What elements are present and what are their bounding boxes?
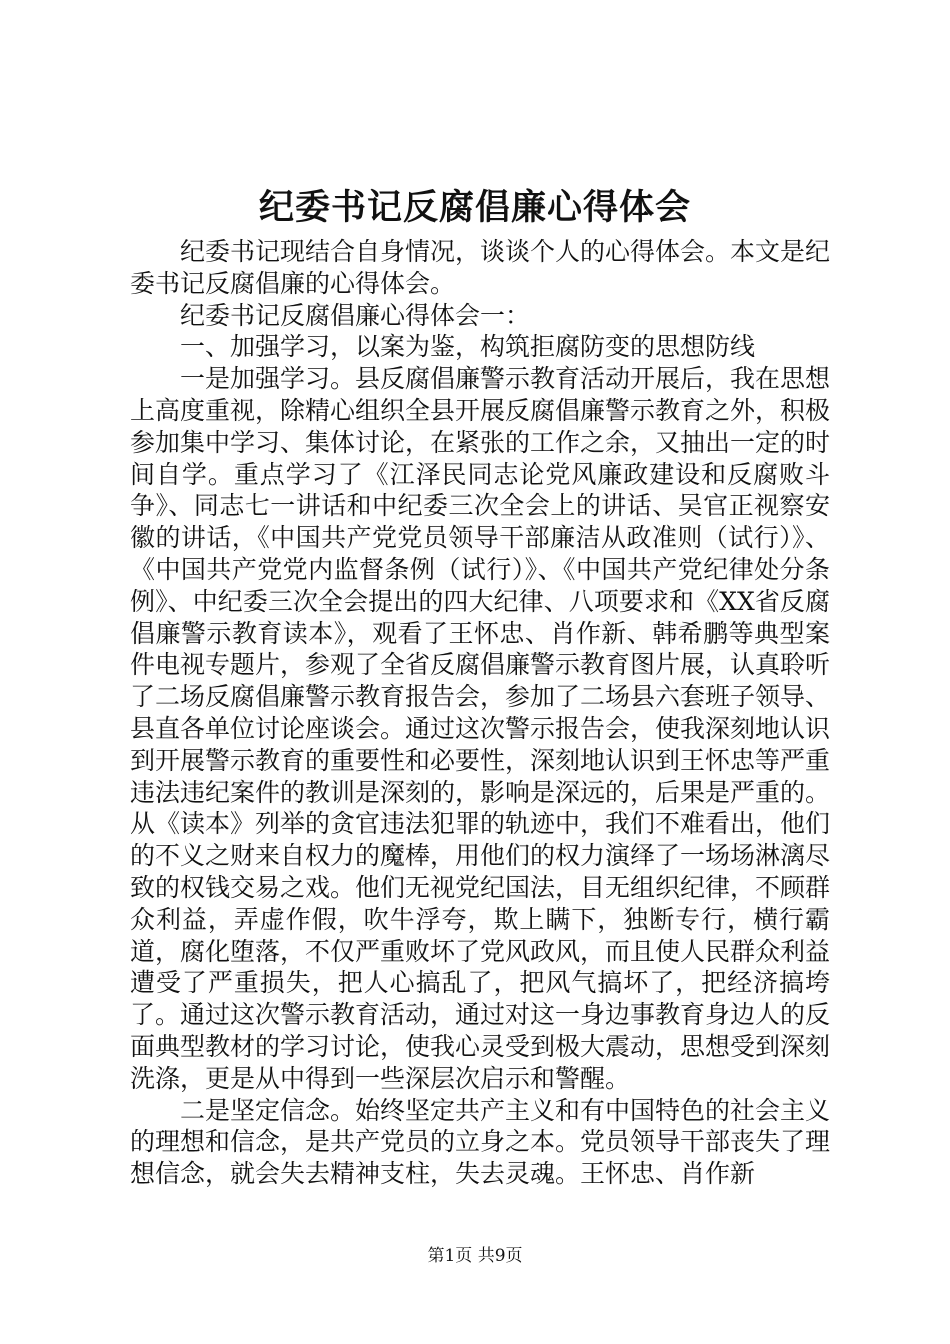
paragraph-subheading: 一、加强学习，以案为鉴，构筑拒腐防变的思想防线: [180, 332, 756, 362]
paragraph-intro: 纪委书记现结合自身情况，谈谈个人的心得体会。本文是纪委书记反腐倡廉的心得体会。: [130, 237, 831, 298]
paragraph-belief: 二是坚定信念。始终坚定共产主义和有中国特色的社会主义的理想和信念，是共产党员的立身之本。党员领导干部丧失了理想信念，就会失去精神支柱，失去灵魂。王怀忠、肖作新: [130, 1095, 831, 1189]
document-title: 纪委书记反腐倡廉心得体会: [258, 187, 691, 228]
paragraph-study: 一是加强学习。县反腐倡廉警示教育活动开展后，我在思想上高度重视，除精心组织全县开展反腐倡廉警示教育之外，积极参加集中学习、集体讨论，在紧张的工作之余，又抽出一定的时间自学。重点学习了《江泽民同志论党风廉政建设和反腐败斗争》、同志七一讲话和中纪委三次全会上的讲话、吴官正视察安徽的讲话，《中国共产党党员领导干部廉洁从政准则（试行）》、《中国共产党党内监督条例（试行）》、《中国共产党纪律处分条例》、中纪委三次全会提出的四大纪律、八项要求和《XX省反腐倡廉警示教育读本》，观看了王怀忠、肖作新、韩希鹏等典型案件电视专题片，参观了全省反腐倡廉警示教育图片展，认真聆听了二场反腐倡廉警示教育报告会，参加了二场县六套班子领导、县直各单位讨论座谈会。通过这次警示报告会，使我深刻地认识到开展警示教育的重要性和必要性，深刻地认识到王怀忠等严重违法违纪案件的教训是深刻的，影响是深远的，后果是严重的。从《读本》列举的贪官违法犯罪的轨迹中，我们不难看出，他们的不义之财来自权力的魔棒，用他们的权力演绎了一场场淋漓尽致的权钱交易之戏。他们无视党纪国法，目无组织纪律，不顾群众利益，弄虚作假，吹牛浮夸，欺上瞒下，独断专行，横行霸道，腐化堕落，不仅严重败坏了党风政风，而且使人民群众利益遭受了严重损失，把人心搞乱了，把风气搞坏了，把经济搞垮了。通过这次警示教育活动，通过对这一身边事教育身边人的反面典型教材的学习讨论，使我心灵受到极大震动，思想受到深刻洗涤，更是从中得到一些深层次启示和警醒。: [130, 364, 831, 1093]
document-body: [130, 236, 830, 1190]
paragraph-section-heading: 纪委书记反腐倡廉心得体会一：: [180, 300, 531, 330]
page-footer: 第1页 共9页: [427, 1246, 523, 1266]
